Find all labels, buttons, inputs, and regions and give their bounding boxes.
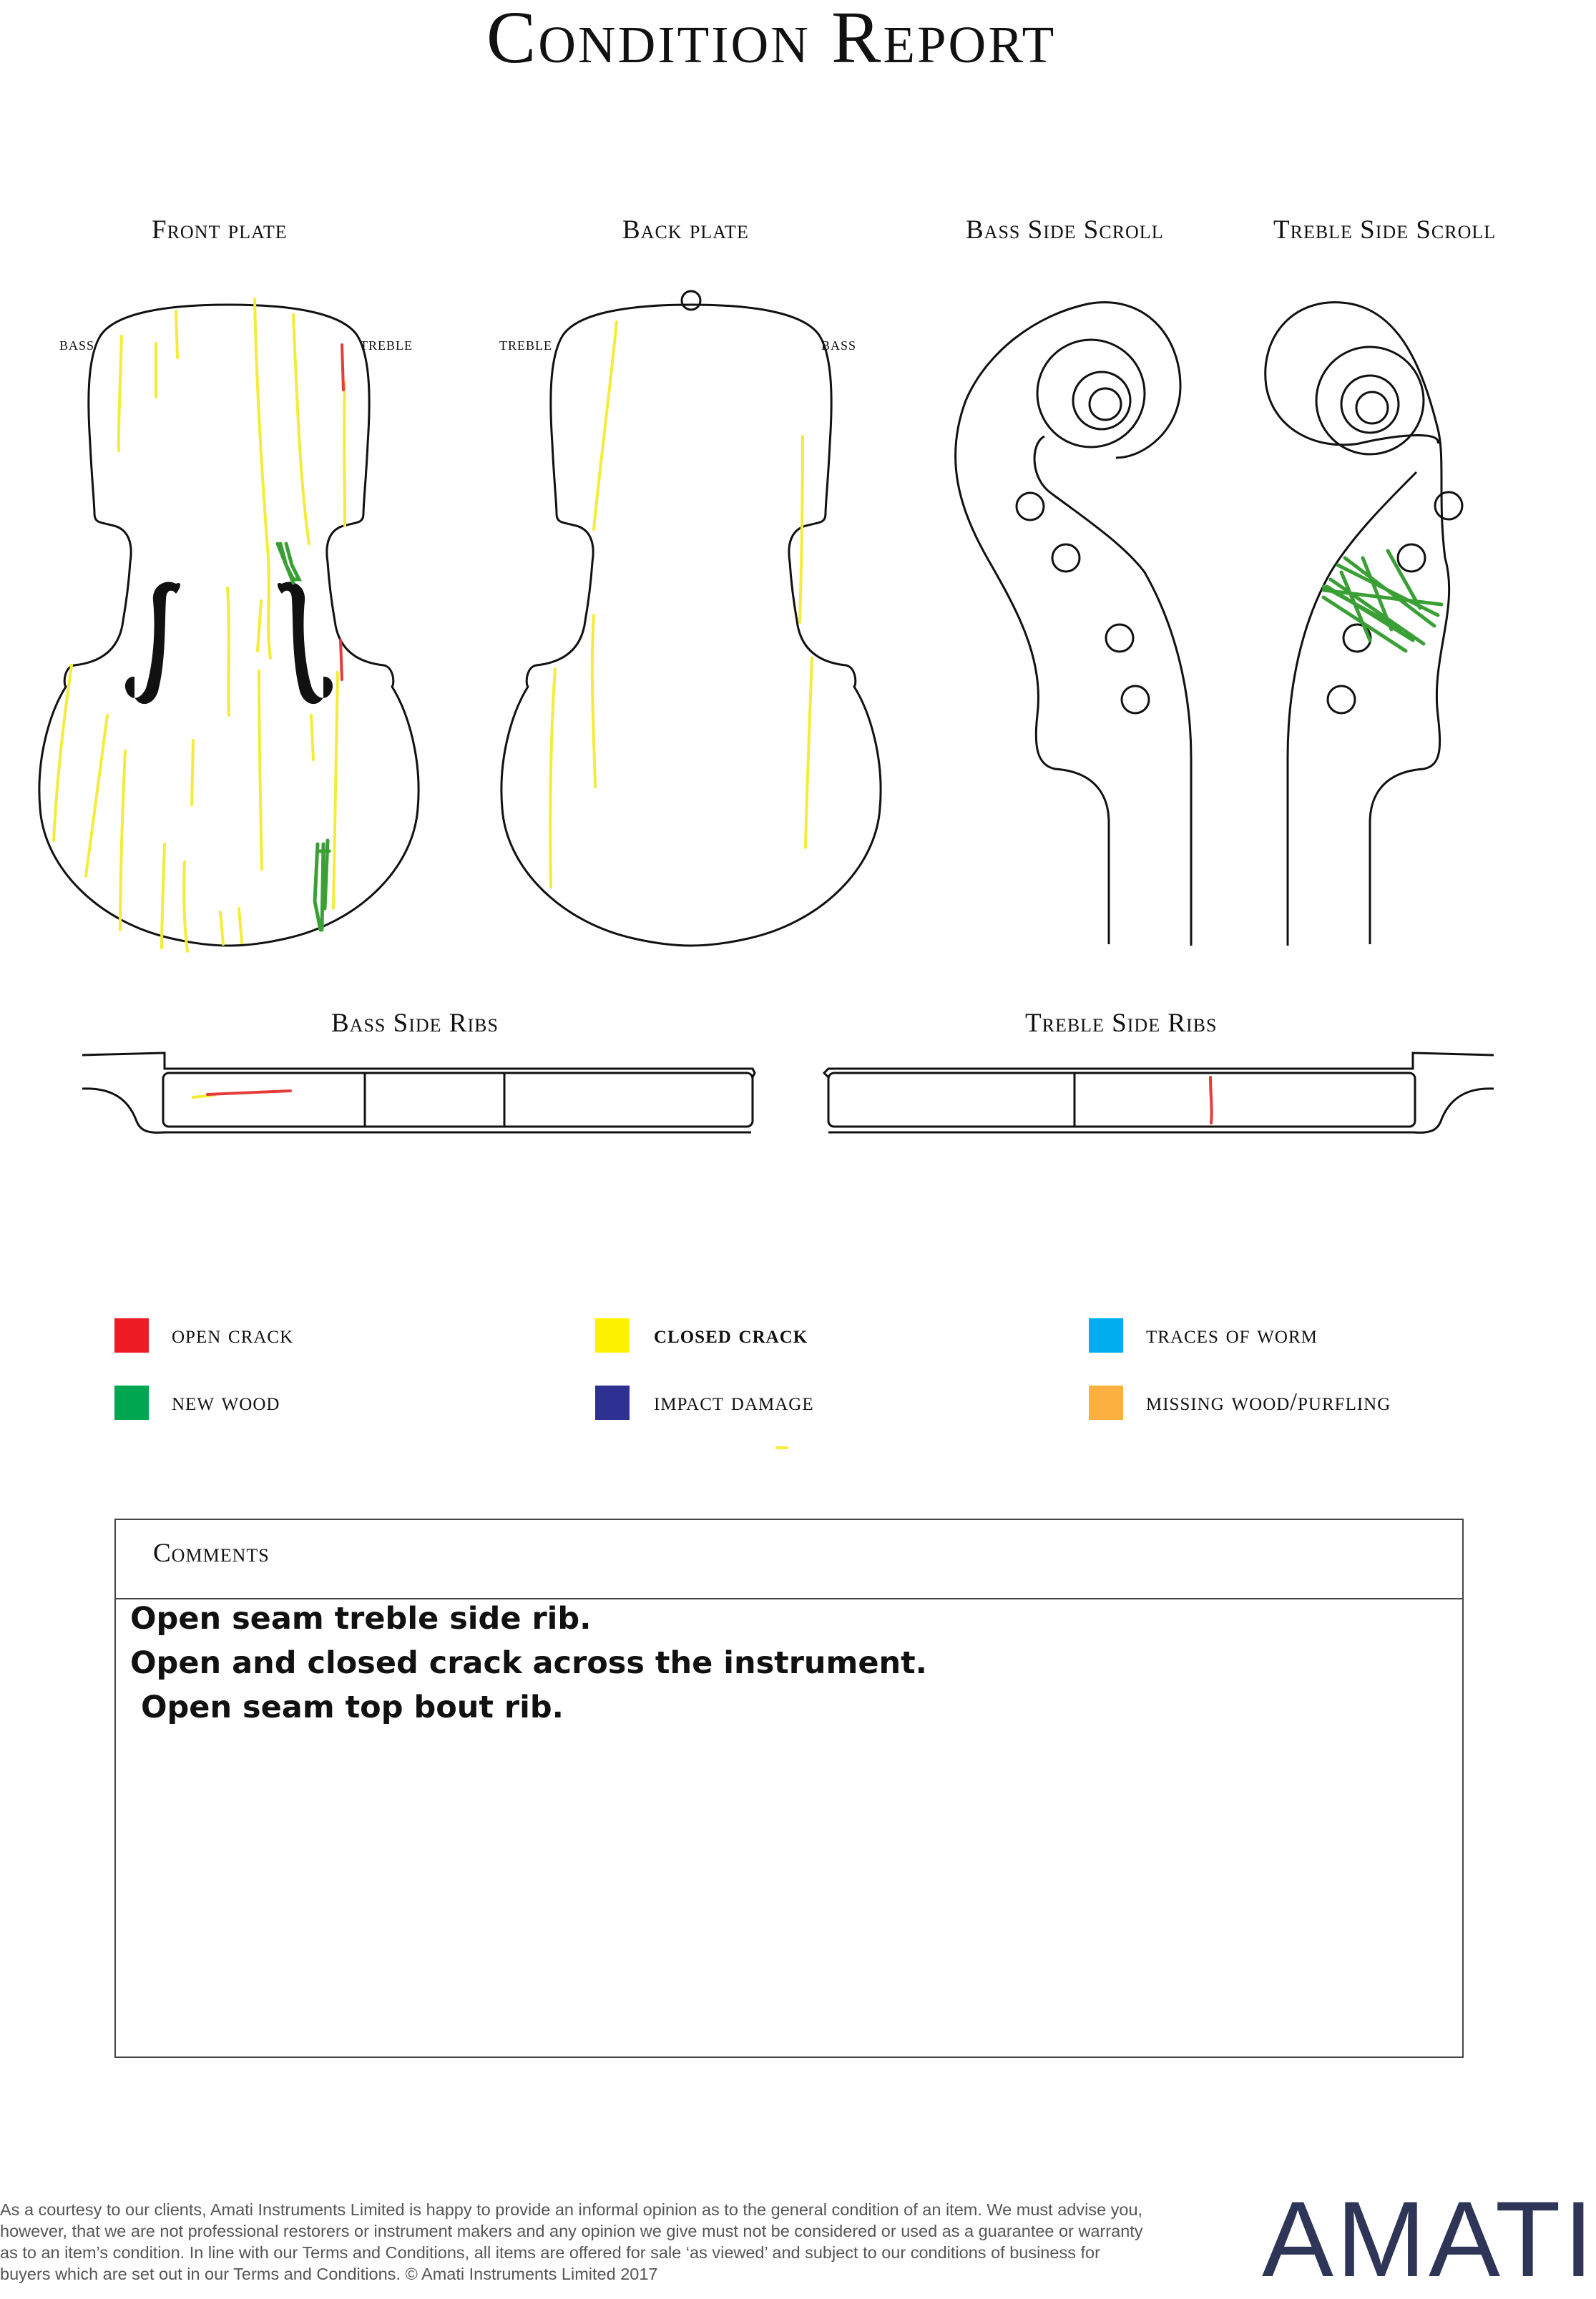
front-bass-label: bass (59, 335, 95, 354)
report-title: Condition Report (486, 0, 1057, 79)
new-wood-swatch (114, 1386, 149, 1420)
closed-crack-label: closed crack (654, 1320, 808, 1348)
missing-wood-label: missing wood/purfling (1146, 1388, 1391, 1416)
traces-of-worm-swatch (1089, 1318, 1123, 1353)
open-crack-marks (207, 345, 1212, 1123)
open-crack-label: open crack (172, 1320, 294, 1348)
comments-box (114, 1519, 1464, 2058)
back-treble-label: treble (499, 335, 552, 354)
front-plate-label: Front plate (152, 215, 288, 245)
bass-scroll-outline (956, 303, 1191, 946)
closed-crack-swatch (595, 1318, 630, 1353)
bass-side-scroll-label: Bass Side Scroll (966, 215, 1164, 245)
disclaimer-text: As a courtesy to our clients, Amati Instruments Limited is happy to provide an informal opinion as to the general condition of an item. We must advise you, however, that we are not professional restorers or instrument makers and any opinion we give must not be considered or used as a guarantee or warranty as to an item’s condition. In line with our Terms and Conditions, all items are offered for sale ‘as viewed’ and subject to our conditions of business for buyers which are set out in our Terms and Conditions. © Amati Instruments Limited 2017 (0, 2200, 1143, 2283)
treble-side-ribs-label: Treble Side Ribs (1025, 1009, 1218, 1038)
closed-crack-marks (54, 299, 812, 1448)
comment-line: Open and closed crack across the instrument. (130, 1645, 928, 1681)
amati-logo: AMATI (1262, 2179, 1596, 2299)
open-crack-swatch (114, 1318, 149, 1353)
bass-ribs-outline (82, 1053, 755, 1132)
treble-ribs-outline (824, 1053, 1494, 1132)
traces-of-worm-label: traces of worm (1146, 1320, 1318, 1348)
treble-side-scroll-label: Treble Side Scroll (1273, 215, 1497, 245)
new-wood-label: new wood (172, 1388, 280, 1416)
comment-line: Open seam treble side rib. (130, 1601, 592, 1637)
back-plate-label: Back plate (622, 215, 749, 245)
missing-wood-swatch (1089, 1386, 1123, 1420)
comment-line: Open seam top bout rib. (130, 1690, 564, 1725)
impact-damage-swatch (595, 1386, 630, 1420)
comments-heading: Comments (153, 1539, 270, 1568)
bass-side-ribs-label: Bass Side Ribs (331, 1009, 499, 1038)
comments-header (114, 1519, 1464, 1599)
front-treble-label: treble (360, 335, 413, 354)
back-bass-label: bass (821, 335, 857, 354)
back-plate-outline (501, 291, 881, 946)
impact-damage-label: impact damage (654, 1388, 814, 1416)
new-wood-marks (278, 544, 1441, 930)
